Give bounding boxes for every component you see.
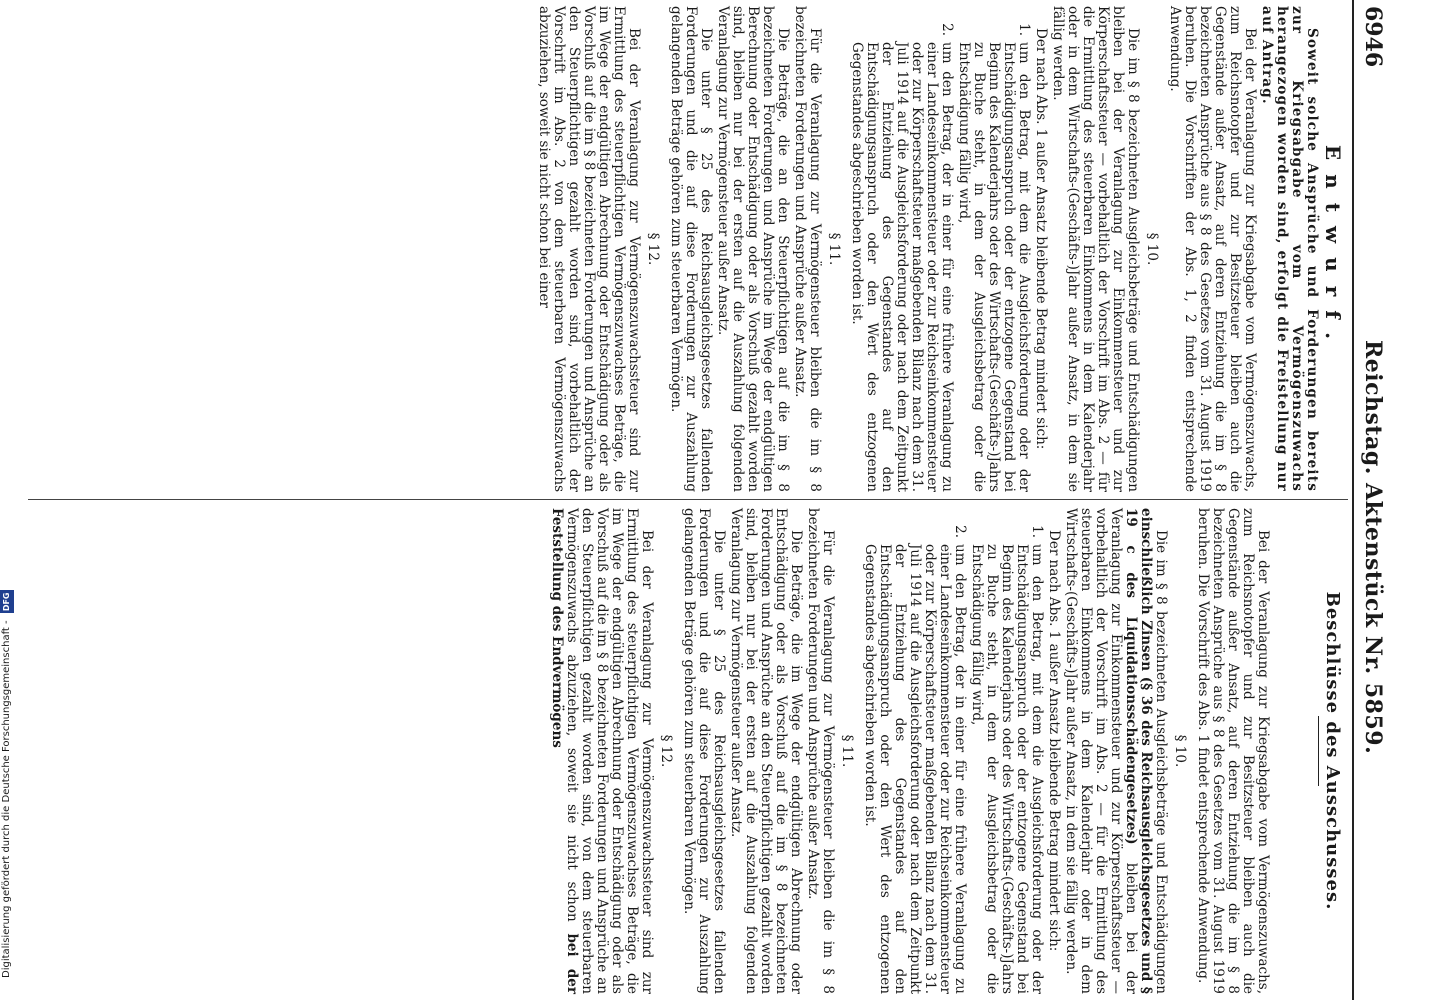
item-text: um den Betrag, mit dem die Ausgleichsforderung oder der Entschädigungsanspruch oder der entzogene Gegenstand bei Beginn des Kalenderjahrs oder des Wirtschafts-(Geschäfts-)Jahrs zu Buche steht, in dem der Ausgleichsbetrag oder die Entschädigung fällig wird, bbox=[956, 42, 1032, 492]
draft-section-12-para-1: Bei der Veranlagung zur Vermögenszuwachssteuer sind zur Ermittlung des steuerpflichtigen Vermögenszuwachses Beträge, die im Wege der endgültigen Abrechnung oder Entschädigung oder als Vorschuß auf die im § 8 bezeichneten Forderungen und Ansprüche an den Steuerpflichtigen gezahlt worden sind, vorbehaltlich der Vorschrift im Abs. 2 von dem steuerbaren Vermögenszuwachs abzuziehen, soweit sie nicht schon bei einer bbox=[536, 6, 642, 492]
draft-intro-paragraph: Soweit solche Ansprüche und Forderungen bereits zur Kriegsabgabe vom Vermögenszuwachs herangezogen worden sind, erfolgt die Freistellung nur auf Antrag. bbox=[1259, 6, 1320, 492]
draft-title: Entwurf. bbox=[1321, 144, 1345, 354]
draft-section-10-item-2 bbox=[849, 6, 954, 492]
item-text: um den Betrag, der in einer für eine frühere Veranlagung zu einer Landeseinkommensteuer oder zur Reichseinkommensteuer oder zur Körperschaftsteuer maßgebenden Bilanz nach dem 31. Juli 1914 auf die Ausgleichsforderung oder nach dem Zeitpunkt der Entziehung des Gegenstandes auf den Entschädigungsanspruch oder den Wert des entzogenen Gegenstandes abgeschrieben worden ist. bbox=[849, 42, 955, 492]
committee-section-10-item-2 bbox=[862, 508, 967, 994]
draft-section-12-heading: § 12. bbox=[645, 232, 661, 266]
committee-section-10-heading: § 10. bbox=[1172, 734, 1188, 768]
committee-section-11-heading: § 11. bbox=[839, 734, 855, 768]
committee-title: Beschlüsse des Ausschusses. bbox=[1322, 591, 1343, 911]
draft-intro-paragraph-2: Bei der Veranlagung zur Kriegsabgabe vom Vermögenszuwachs, zum Reichsnotopfer und zur Besitzsteuer bleiben auch die Gegenstände außer Ansatz, auf deren Entziehung die im § 8 bezeichneten Ansprüche aus § 8 des Gesetzes vom 31. August 1919 beruhen. Die Vorschriften der Abs. 1, 2 finden entsprechende Anwendung. bbox=[1167, 6, 1258, 492]
text-run: Die im § 8 bezeichneten Ausgleichsbeträge und Entschädigungen bbox=[1153, 530, 1169, 994]
text-run: bleiben bei der Veranlagung zur Einkommensteuer und zur Körperschaftssteuer — vorbehaltlich der Vorschrift im Abs. 2 — für die Ermittlung des steuerbaren Einkommens in dem Kalenderjahr oder in dem Wirtschafts-(Geschäfts-)Jahr außer Ansatz, in dem sie fällig werden. bbox=[1063, 508, 1139, 995]
amendment-bold-text: bei der Feststellung des Endvermögens bbox=[549, 508, 580, 995]
draft-section-11-para-1: Für die Veranlagung zur Vermögensteuer bleiben die im § 8 bezeichneten Forderungen und Ansprüche außer Ansatz. bbox=[792, 6, 823, 492]
draft-section-11-para-2: Die Beträge, die an den Steuerpflichtigen auf die im § 8 bezeichneten Forderungen und Ansprüche im Wege der endgültigen Berechnung oder Entschädigung oder als Vorschuß gezahlt worden sind, bleiben nur bei der ersten auf die Auszahlung folgenden Veranlagung zur Vermögensteuer außer Ansatz. bbox=[715, 6, 791, 492]
spacer bbox=[1270, 508, 1310, 994]
digitization-text: Digitalisierung gefördert durch die Deutsche Forschungsgemeinschaft - bbox=[1, 620, 12, 978]
committee-section-10-item-1 bbox=[969, 508, 1044, 994]
draft-section-11-para-3: Die unter § 25 des Reichsausgleichsgesetzes fallenden Forderungen und die auf diese Forderungen zur Auszahlung gelangenden Beträge gehören zum steuerbaren Vermögen. bbox=[668, 6, 714, 492]
digitization-note bbox=[0, 0, 14, 1000]
header-rule bbox=[1352, 0, 1354, 1000]
committee-intro-paragraph: Bei der Veranlagung zur Kriegsabgabe vom Vermögenszuwachs, zum Reichsnotopfer und zur Besitzsteuer bleiben auch die Gegenstände außer Ansatz, auf deren Entziehung die im § 8 bezeichneten Ansprüche aus § 8 des Gesetzes vom 31. August 1919 beruhen. Die Vorschrift des Abs. 1 findet entsprechende Anwendung. bbox=[1195, 508, 1271, 994]
committee-section-12-heading: § 12. bbox=[658, 734, 674, 768]
draft-section-10-heading: § 10. bbox=[1144, 232, 1160, 266]
committee-section-11-para-1: Für die Veranlagung zur Vermögensteuer bleiben die im § 8 bezeichneten Forderungen und Ansprüche außer Ansatz. bbox=[805, 508, 836, 994]
item-text: um den Betrag, mit dem die Ausgleichsforderung oder der Entschädigungsanspruch oder der entzogene Gegenstand bei Beginn des Kalenderjahrs oder des Wirtschafts-(Geschäfts-)Jahrs zu Buche steht, in dem der Ausgleichsbetrag oder die Entschädigung fällig wird, bbox=[969, 544, 1045, 994]
item-number: 1. bbox=[1016, 23, 1032, 36]
digitization-footer bbox=[0, 0, 22, 1000]
item-number: 2. bbox=[939, 23, 955, 36]
committee-column bbox=[2, 508, 1342, 994]
text-run: Bei der Veranlagung zur Vermögenszuwachssteuer sind zur Ermittlung des steuerpflichtigen Vermögenszuwachses Beträge, die im Wege der endgültigen Abrechnung oder Entschädigung oder als Vorschuß auf die im § 8 bezeichneten Forderungen und Ansprüche an den Steuerpflichtigen gezahlt worden sind, von dem steuerbaren Vermögenszuwachs abzuziehen, soweit sie nicht schon bbox=[564, 508, 655, 994]
column-divider bbox=[28, 499, 1348, 500]
amendment-bold-text: einschließlich Zinsen (§ 36 des Reichsausgleichsgesetzes und § 19 c des Liquidationsschädengesetzes) bbox=[1123, 508, 1154, 994]
committee-section-12-para-1 bbox=[549, 508, 654, 994]
draft-section-10-para-2: Der nach Abs. 1 außer Ansatz bleibende Betrag mindert sich: bbox=[1033, 28, 1049, 450]
item-number: 1. bbox=[1029, 525, 1045, 538]
committee-section-10-para-1 bbox=[1063, 508, 1168, 994]
committee-section-10-para-2: Der nach Abs. 1 außer Ansatz bleibende Betrag mindert sich: bbox=[1046, 530, 1062, 952]
page-number: 6946 bbox=[1360, 6, 1386, 68]
title-rule bbox=[1318, 716, 1319, 786]
draft-section-10-item-1 bbox=[956, 6, 1031, 492]
page-header bbox=[1348, 0, 1392, 1000]
running-head: Reichstag. Aktenstück Nr. 5859. bbox=[1360, 340, 1386, 755]
dfg-logo: DFG bbox=[0, 591, 14, 614]
committee-section-11-para-2: Die Beträge, die im Wege der endgültigen Abrechnung oder Entschädigung oder als Vorschuß auf die im § 8 bezeichneten Forderungen und Ansprüche an den Steuerpflichtigen gezahlt worden sind, bleiben nur bei der ersten auf die Auszahlung folgenden Veranlagung zur Vermögensteuer außer Ansatz. bbox=[728, 508, 804, 994]
committee-section-11-para-3: Die unter § 25 des Reichsausgleichsgesetzes fallenden Forderungen und die auf diese Forderungen zur Auszahlung gelangenden Beträge gehören zum steuerbaren Vermögen. bbox=[681, 508, 727, 994]
draft-column bbox=[2, 6, 1345, 492]
draft-section-10-para-1: Die im § 8 bezeichneten Ausgleichsbeträge und Entschädigungen bleiben bei der Veranlagung zur Einkommensteuer und zur Körperschaftssteuer — vorbehaltlich der Vorschrift im Abs. 2 — für die Ermittlung des steuerbaren Einkommens in dem Kalenderjahr oder in dem Wirtschafts-(Geschäfts-)Jahr außer Ansatz, in dem sie fällig werden. bbox=[1050, 6, 1141, 492]
draft-section-11-heading: § 11. bbox=[826, 232, 842, 266]
item-text: um den Betrag, der in einer für eine frühere Veranlagung zu einer Landeseinkommensteuer oder zur Reichseinkommensteuer oder zur Körperschaftsteuer maßgebenden Bilanz nach dem 31. Juli 1914 auf die Ausgleichsforderung oder nach dem Zeitpunkt der Entziehung des Gegenstandes auf den Entschädigungsanspruch oder den Wert des entzogenen Gegenstandes abgeschrieben worden ist. bbox=[862, 544, 968, 994]
item-number: 2. bbox=[952, 525, 968, 538]
